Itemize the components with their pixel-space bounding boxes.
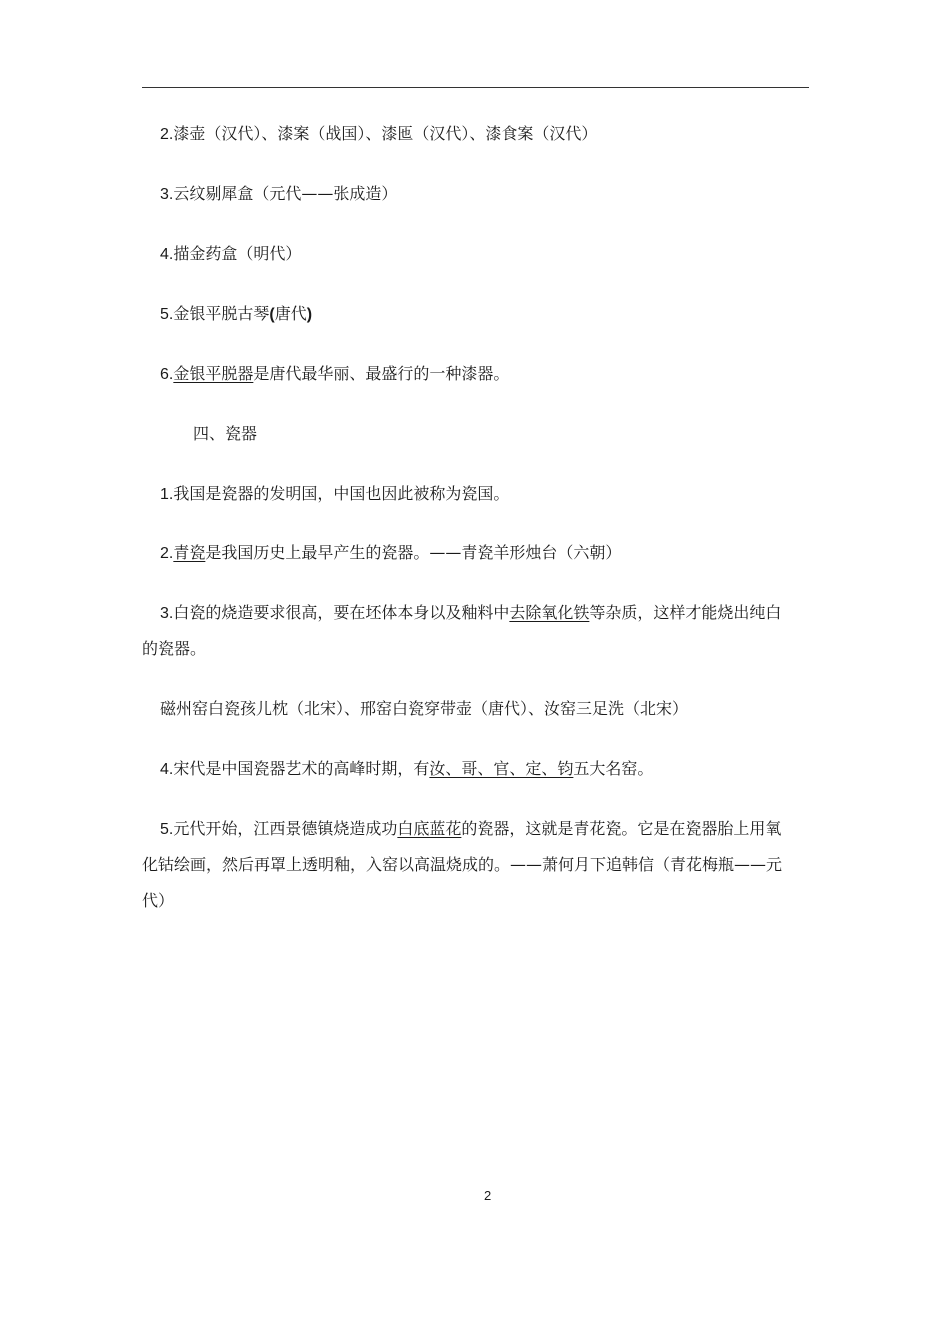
item-text-2: 的瓷器，这就是青花瓷。它是在瓷器胎上用氧 [461,819,782,838]
item-number: 3. [160,186,174,203]
item-number: 2. [160,126,174,143]
list-item-lacquer-4 [160,244,301,265]
list-item-lacquer-6 [160,364,509,385]
list-item-porcelain-3 [160,603,781,624]
item-number: 5. [160,821,174,838]
item-text: 描金药盒（明代） [173,244,302,263]
item-number: 4. [160,761,174,778]
header-rule [142,87,809,88]
item-number: 4. [160,246,174,263]
list-item-porcelain-3-continued: 的瓷器。 [142,639,207,658]
paren-close: ) [306,306,313,323]
list-item-lacquer-5 [160,304,312,325]
underlined-term: 金银平脱器 [173,364,254,383]
list-item-lacquer-2 [160,124,597,145]
list-item-porcelain-1 [160,484,509,505]
item-text: 宋代是中国瓷器艺术的高峰时期，有 [173,759,430,778]
item-text: 我国是瓷器的发明国，中国也因此被称为瓷国。 [173,484,510,503]
item-number: 6. [160,366,174,383]
item-text: 云纹剔犀盒（元代——张成造） [173,184,398,203]
item-number: 3. [160,605,174,622]
item-text: 是我国历史上最早产生的瓷器。——青瓷羊形烛台（六朝） [205,543,622,562]
item-text: 漆壶（汉代）、漆案（战国）、漆匜（汉代）、漆食案（汉代） [173,124,598,143]
underlined-term: 白底蓝花 [397,819,462,838]
list-item-porcelain-5-continued-2: 代） [142,891,175,910]
underlined-term: 青瓷 [173,543,206,562]
porcelain-examples: 磁州窑白瓷孩儿枕（北宋）、邢窑白瓷穿带壶（唐代）、汝窑三足洗（北宋） [160,699,689,718]
item-number: 2. [160,545,174,562]
underlined-term: 汝、哥、官、定、钧 [429,759,574,778]
section-heading: 四、瓷器 [193,424,258,443]
item-text: 元代开始，江西景德镇烧造成功 [173,819,398,838]
list-item-porcelain-4 [160,759,653,780]
item-text: 白瓷的烧造要求很高，要在坯体本身以及釉料中 [173,603,510,622]
item-text: 金银平脱古琴 [173,304,270,323]
page-number: 2 [484,1188,492,1203]
list-item-porcelain-5 [160,819,781,840]
list-item-porcelain-2 [160,543,621,564]
underlined-term: 去除氧化铁 [509,603,590,622]
list-item-lacquer-3 [160,184,397,205]
paren-open: ( [269,306,275,323]
item-text-2: 等杂质，这样才能烧出纯白 [589,603,782,622]
item-text: 是唐代最华丽、最盛行的一种漆器。 [253,364,510,383]
item-text-2: 唐代 [274,304,307,323]
item-text-2: 五大名窑。 [573,759,654,778]
item-number: 1. [160,486,174,503]
list-item-porcelain-5-continued: 化钴绘画，然后再罩上透明釉，入窑以高温烧成的。——萧何月下追韩信（青花梅瓶——元 [142,855,783,874]
item-number: 5. [160,306,174,323]
